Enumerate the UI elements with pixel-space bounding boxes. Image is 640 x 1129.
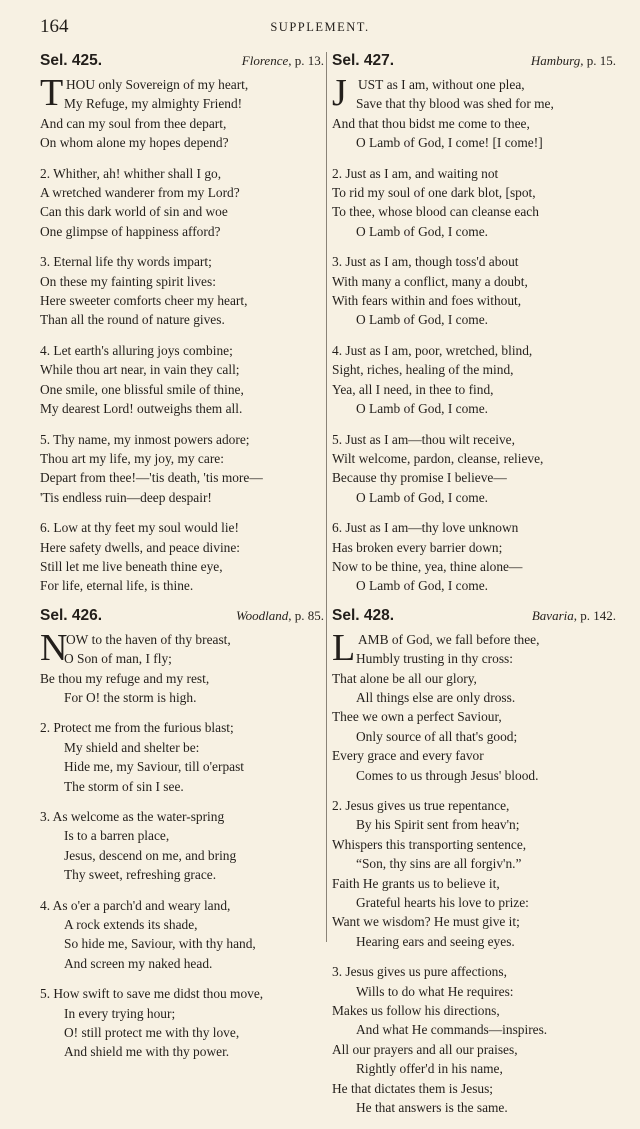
verse-line: 2. Whither, ah! whither shall I go, (40, 165, 222, 181)
verse-line: Hearing ears and seeing eyes. (356, 933, 515, 949)
verse-line: Wilt welcome, pardon, cleanse, relieve, (332, 450, 544, 466)
verse-line: Only source of all that's good; (356, 728, 518, 744)
line-text: to the haven of thy breast, (88, 631, 231, 647)
verse-line: For life, eternal life, is thine. (40, 578, 194, 594)
verse-line: My dearest Lord! outweighs them all. (40, 401, 243, 417)
verse (40, 807, 324, 885)
verse-line: Can this dark world of sin and woe (40, 204, 228, 220)
verse-line: Want we wisdom? He must give it; (332, 914, 520, 930)
verse (40, 72, 324, 153)
verse-line: O Son of man, I fly; (64, 651, 172, 667)
running-head: SUPPLEMENT. (270, 20, 370, 34)
verse-line: Whispers this transporting sentence, (332, 836, 527, 852)
verse (332, 962, 616, 1117)
verse-line: Sight, riches, healing of the mind, (332, 362, 514, 378)
verse-line: He that answers is the same. (356, 1100, 508, 1116)
hymn (332, 607, 616, 1118)
verse-line: 2. Protect me from the furious blast; (40, 720, 234, 736)
verse-line: Here safety dwells, and peace divine: (40, 539, 241, 555)
tune-page: , p. 15. (580, 53, 616, 68)
verse-line: Wills to do what He requires: (356, 983, 514, 999)
tune-name: Hamburg (530, 53, 581, 68)
selection-number: Sel. 426. (40, 606, 103, 624)
verse-line: 'Tis endless ruin—deep despair! (40, 489, 212, 505)
verse-line: Thou art my life, my joy, my care: (40, 450, 224, 466)
verse-line: Here sweeter comforts cheer my heart, (40, 293, 248, 309)
verse (40, 341, 324, 419)
right-column (332, 52, 616, 1129)
line-text: only Sovereign of my heart, (95, 77, 249, 92)
verse-line: With many a conflict, many a doubt, (332, 273, 528, 289)
line-text: as I am, without one plea, (383, 77, 525, 92)
hymn-header (40, 52, 324, 70)
verse-line: Still let me live beneath thine eye, (40, 558, 223, 574)
verse-line: For O! the storm is high. (64, 689, 197, 705)
verse-line: 3. As welcome as the water-spring (40, 809, 225, 824)
verse-line: 6. Just as I am—thy love unknown (332, 520, 519, 536)
verse-line: Jesus, descend on me, and bring (64, 847, 237, 863)
verse-line: O! still protect me with thy love, (64, 1025, 240, 1041)
verse-line: 3. Just as I am, though toss'd about (332, 254, 519, 270)
verse-line: Makes us follow his directions, (332, 1003, 500, 1019)
verse-line: On whom alone my hopes depend? (40, 135, 229, 151)
verse (332, 341, 616, 419)
selection-number: Sel. 428. (332, 606, 395, 624)
verse-line: 2. Jesus gives us true repentance, (332, 798, 510, 813)
verse-line: Save that thy blood was shed for me, (356, 96, 554, 112)
drop-cap: J (332, 72, 347, 114)
verse (40, 164, 324, 242)
first-word: HOU (66, 77, 96, 92)
verse-line: My shield and shelter be: (64, 739, 200, 755)
verse-line: O Lamb of God, I come. (356, 489, 489, 505)
verse-line: All things else are only dross. (356, 689, 516, 705)
column-divider (326, 52, 327, 942)
verse-line: Every grace and every favor (332, 748, 484, 764)
verse-line: Faith He grants us to believe it, (332, 875, 500, 891)
verse-line: O Lamb of God, I come! [I come!] (356, 135, 543, 151)
page-number: 164 (40, 16, 69, 37)
verse-line: 3. Eternal life thy words impart; (40, 254, 212, 270)
verse-line: Thy sweet, refreshing grace. (64, 867, 217, 883)
tune-reference (242, 53, 324, 69)
verse-line: Is to a barren place, (64, 828, 170, 844)
verse-line: Rightly offer'd in his name, (356, 1061, 503, 1077)
verse (332, 164, 616, 242)
first-word: OW (66, 631, 89, 647)
verse-line: Be thou my refuge and my rest, (40, 670, 210, 686)
left-column (40, 52, 324, 1073)
verse-line: 5. Thy name, my inmost powers adore; (40, 431, 250, 447)
verse-line: That alone be all our glory, (332, 670, 477, 686)
tune-page: , p. 13. (288, 53, 324, 68)
tune-reference (532, 608, 616, 624)
verse (40, 430, 324, 508)
verse-line: 5. How swift to save me didst thou move, (40, 986, 264, 1002)
verse-line: And shield me with thy power. (64, 1044, 230, 1060)
verse-line: Because thy promise I believe— (332, 470, 507, 486)
verse-line: Humbly trusting in thy cross: (356, 651, 513, 667)
verse (332, 430, 616, 508)
hymn (332, 52, 616, 596)
verse-line: And can my soul from thee depart, (40, 115, 227, 131)
verse-line: O Lamb of God, I come. (356, 401, 489, 417)
verse-line: All our prayers and all our praises, (332, 1041, 518, 1057)
verse-line: 2. Just as I am, and waiting not (332, 165, 499, 181)
verse-line: Grateful hearts his love to prize: (356, 895, 529, 911)
verse-line: On these my fainting spirit lives: (40, 273, 216, 289)
drop-cap: L (332, 626, 356, 669)
selection-number: Sel. 427. (332, 52, 395, 69)
tune-name: Florence (241, 53, 289, 68)
verse-line: And that thou bidst me come to thee, (332, 115, 530, 131)
verse-line: Has broken every barrier down; (332, 539, 503, 555)
verse-line: With fears within and foes without, (332, 293, 522, 309)
verse-line: The storm of sin I see. (64, 778, 184, 794)
verse-line: By his Spirit sent from heav'n; (356, 817, 520, 833)
verse-line: He that dictates them is Jesus; (332, 1080, 494, 1096)
line-text: of God, we fall before thee, (388, 631, 540, 647)
verse-line: Than all the round of nature gives. (40, 312, 225, 328)
first-word: UST (358, 77, 384, 92)
tune-page: , p. 85. (288, 607, 324, 623)
verse (40, 896, 324, 974)
verse-line: A rock extends its shade, (64, 917, 198, 933)
hymn-header (40, 607, 324, 625)
verse (332, 252, 616, 330)
verse-line: Comes to us through Jesus' blood. (356, 767, 539, 783)
verse (332, 796, 616, 951)
verse-line: While thou art near, in vain they call; (40, 362, 240, 378)
drop-cap: N (40, 626, 68, 669)
verse-line: One glimpse of happiness afford? (40, 223, 221, 239)
verse-line: O Lamb of God, I come. (356, 578, 489, 594)
verse-line: In every trying hour; (64, 1005, 176, 1021)
verse (332, 518, 616, 596)
tune-page: , p. 142. (573, 607, 616, 623)
tune-name: Woodland (236, 607, 289, 623)
verse-line: My Refuge, my almighty Friend! (64, 96, 243, 112)
verse (40, 984, 324, 1062)
verse (40, 718, 324, 796)
verse-line: So hide me, Saviour, with thy hand, (64, 936, 256, 952)
verse-line: 6. Low at thy feet my soul would lie! (40, 520, 239, 536)
verse (40, 518, 324, 596)
verse-line: One smile, one blissful smile of thine, (40, 381, 244, 397)
verse-line: “Son, thy sins are all forgiv'n.” (356, 856, 522, 872)
verse-line: And what He commands—inspires. (356, 1022, 548, 1038)
verse-line: O Lamb of God, I come. (356, 312, 489, 328)
verse-line: 4. Let earth's alluring joys combine; (40, 342, 233, 358)
verse-line: Thee we own a perfect Saviour, (332, 709, 502, 725)
drop-cap: T (40, 72, 64, 114)
selection-number: Sel. 425. (40, 52, 103, 69)
hymn (40, 52, 324, 596)
verse-line: Hide me, my Saviour, till o'erpast (64, 759, 245, 775)
tune-reference (236, 608, 324, 624)
tune-name: Bavaria (531, 607, 574, 623)
verse-line: 4. Just as I am, poor, wretched, blind, (332, 342, 533, 358)
verse-line: O Lamb of God, I come. (356, 223, 489, 239)
verse (332, 72, 616, 153)
verse (332, 626, 616, 785)
verse-line: Depart from thee!—'tis death, 'tis more— (40, 470, 263, 486)
verse-line: To thee, whose blood can cleanse each (332, 204, 539, 220)
hymn-header (332, 52, 616, 70)
verse-line: 5. Just as I am—thou wilt receive, (332, 431, 515, 447)
tune-reference (531, 53, 616, 69)
first-word: AMB (358, 631, 389, 647)
verse-line: 4. As o'er a parch'd and weary land, (40, 897, 231, 913)
hymn-header (332, 607, 616, 625)
verse-line: Now to be thine, yea, thine alone— (332, 558, 523, 574)
verse-line: And screen my naked head. (64, 955, 213, 971)
verse (40, 252, 324, 330)
verse-line: A wretched wanderer from my Lord? (40, 185, 240, 201)
verse-line: Yea, all I need, in thee to find, (332, 381, 494, 397)
hymn (40, 607, 324, 1062)
verse-line: 3. Jesus gives us pure affections, (332, 964, 507, 980)
verse (40, 626, 324, 708)
verse-line: To rid my soul of one dark blot, [spot, (332, 185, 536, 201)
